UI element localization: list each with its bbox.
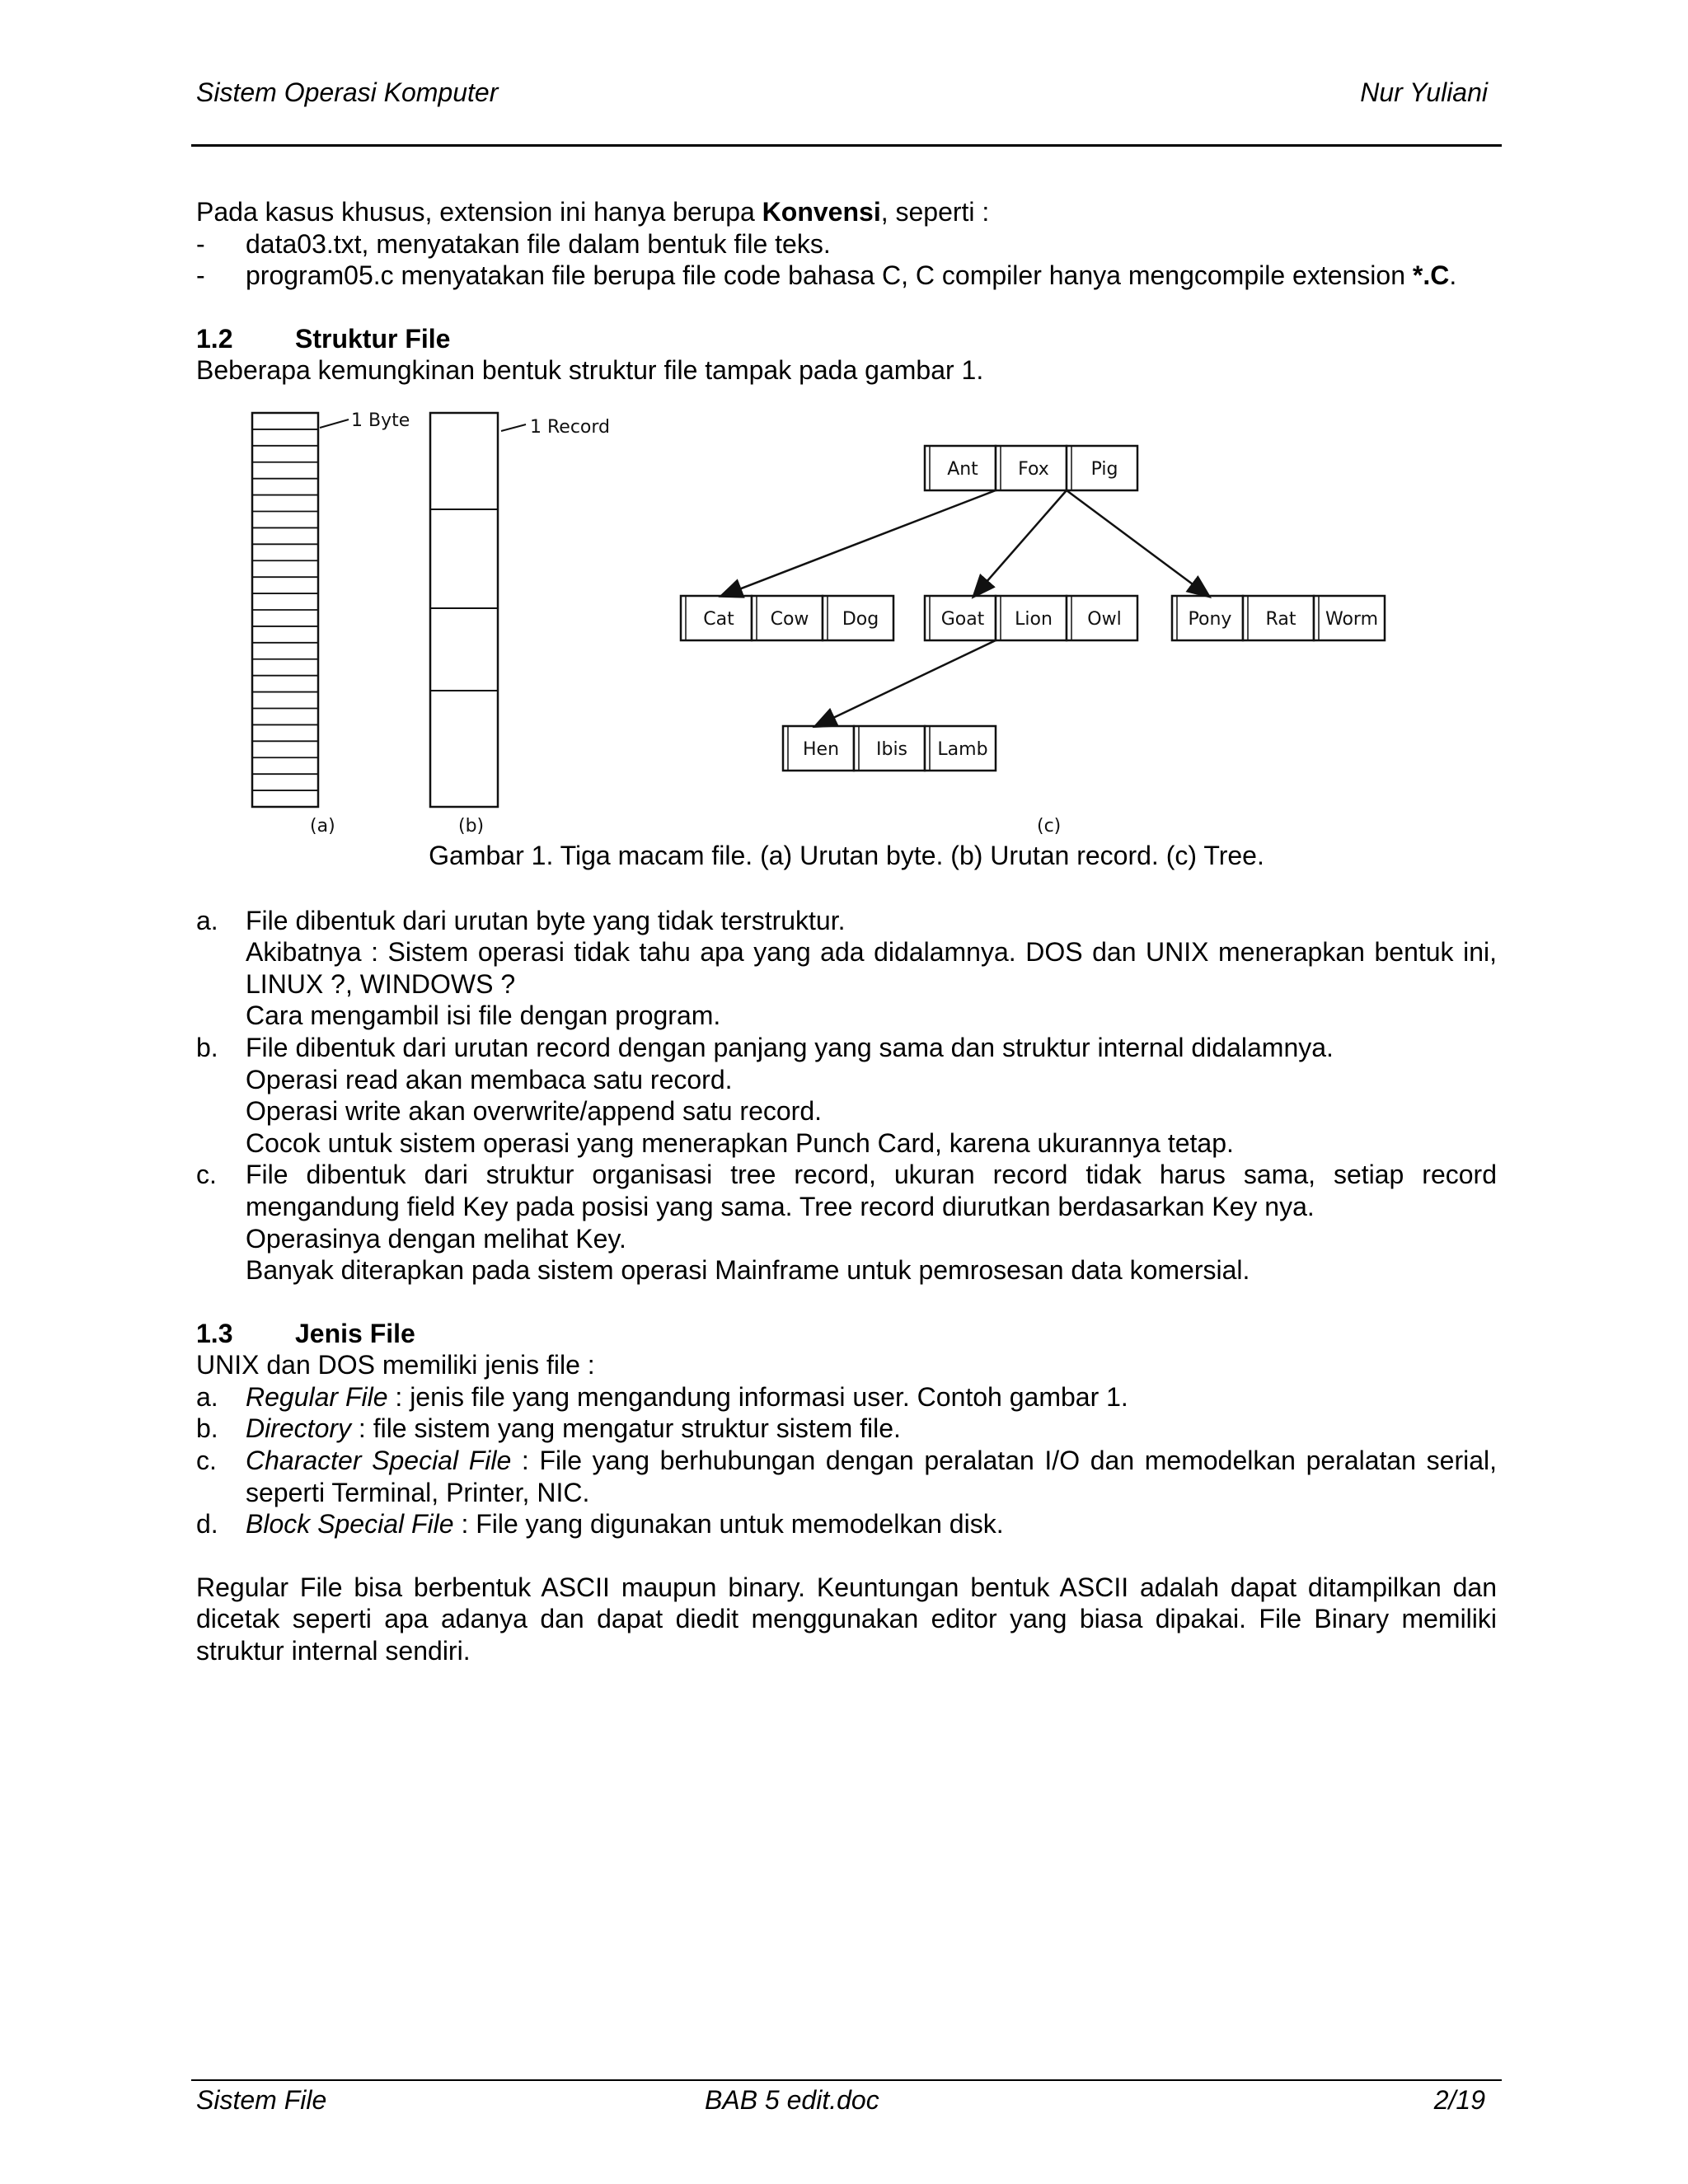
figure-caption: Gambar 1. Tiga macam file. (a) Urutan byte. (b) Urutan record. (c) Tree. xyxy=(429,840,1264,870)
list-item xyxy=(196,1413,1497,1445)
tree-leaf-node xyxy=(783,726,996,771)
section-intro: UNIX dan DOS memiliki jenis file : xyxy=(196,1350,595,1380)
term-italic: Regular File xyxy=(246,1381,388,1412)
section-title: Struktur File xyxy=(295,323,451,354)
tree-pointer-arrow xyxy=(974,490,1067,596)
list-marker: d. xyxy=(196,1509,218,1540)
record-pointer xyxy=(501,424,526,431)
figure-1 xyxy=(196,387,1497,840)
list-item xyxy=(196,1445,1497,1508)
list-line: Akibatnya : Sistem operasi tidak tahu apa yang ada didalamnya. DOS dan UNIX menerapkan bentuk ini, LINUX ?, WINDOWS ? xyxy=(246,937,1497,999)
footer-page-number: 2/19 xyxy=(1433,2085,1485,2115)
tree-key-label: Goat xyxy=(940,608,985,630)
byte-sequence xyxy=(252,413,318,807)
term-italic: Directory xyxy=(246,1413,352,1444)
extension-bold: *.C xyxy=(1412,260,1450,291)
list-line: File dibentuk dari urutan record dengan panjang yang sama dan struktur internal didalamnya. xyxy=(246,1032,1334,1062)
list-line: Operasi write akan overwrite/append satu record. xyxy=(246,1096,823,1127)
tree-child-node xyxy=(681,596,893,640)
list-item-b xyxy=(196,1032,1497,1159)
tree-key-label: Lion xyxy=(1015,608,1053,630)
tree-structure xyxy=(681,446,1385,771)
tree-key-label: Lamb xyxy=(937,738,988,760)
intro-text: Pada kasus khusus, extension ini hanya berupa xyxy=(196,197,762,227)
list-item-a xyxy=(196,905,1497,1032)
list-item-c xyxy=(196,1159,1497,1286)
list-marker: b. xyxy=(196,1413,218,1444)
tree-key-label: Pony xyxy=(1188,608,1232,630)
page-content xyxy=(196,196,1497,1667)
tree-key-label: Ant xyxy=(947,458,978,480)
list-marker: c. xyxy=(196,1446,217,1476)
list-text-main: program05.c menyatakan file berupa file code bahasa C, C compiler hanya mengcompile extension xyxy=(246,260,1405,291)
list-marker: - xyxy=(196,228,205,259)
record-column xyxy=(430,413,498,807)
tree-pointer-arrow xyxy=(722,490,996,596)
tree-key-label: Dog xyxy=(842,608,879,630)
list-text xyxy=(246,260,1497,292)
tree-key-label: Hen xyxy=(802,738,840,760)
list-line: File dibentuk dari urutan byte yang tidak terstruktur. xyxy=(246,905,846,935)
tree-key-label: Cat xyxy=(703,608,734,630)
header-author: Nur Yuliani xyxy=(1360,77,1488,107)
tree-child-node xyxy=(1172,596,1385,640)
intro-bold: Konvensi xyxy=(762,197,881,227)
file-structure-diagram xyxy=(246,406,1400,835)
list-item xyxy=(196,1381,1497,1413)
label-b: (b) xyxy=(458,815,485,835)
list-line: Banyak diterapkan pada sistem operasi Mainframe untuk pemrosesan data komersial. xyxy=(246,1255,1250,1286)
tree-key-label: Worm xyxy=(1325,608,1379,630)
label-a: (a) xyxy=(310,815,335,835)
term-italic: Character Special File xyxy=(246,1446,512,1476)
term-desc: : jenis file yang mengandung informasi user. Contoh gambar 1. xyxy=(387,1381,1128,1412)
label-1-byte: 1 Byte xyxy=(351,410,410,431)
list-text-period: . xyxy=(1449,260,1457,291)
list-body xyxy=(246,1159,1497,1286)
term-italic: Block Special File xyxy=(246,1509,454,1540)
list-line: Operasinya dengan melihat Key. xyxy=(246,1223,626,1254)
tree-key-label: Owl xyxy=(1087,608,1122,630)
tree-key-label: Cow xyxy=(770,608,809,630)
section-title: Jenis File xyxy=(295,1318,415,1348)
list-item xyxy=(196,260,1497,292)
list-line: File dibentuk dari struktur organisasi tree record, ukuran record tidak harus sama, setiap record mengandung field Key pada posisi yang sama. Tree record diurutkan berdasarkan Key nya. xyxy=(246,1160,1497,1221)
header-title: Sistem Operasi Komputer xyxy=(196,77,499,107)
tree-key-label: Ibis xyxy=(875,738,908,760)
tree-key-label: Pig xyxy=(1090,458,1118,480)
list-text: data03.txt, menyatakan file dalam bentuk file teks. xyxy=(246,228,831,259)
section-heading-1-3 xyxy=(196,1318,1497,1350)
list-marker: b. xyxy=(196,1032,218,1062)
list-marker: a. xyxy=(196,905,218,935)
header-rule xyxy=(191,144,1502,147)
byte-pointer xyxy=(320,419,349,428)
section-number: 1.2 xyxy=(196,323,233,354)
list-line: Operasi read akan membaca satu record. xyxy=(246,1064,733,1094)
footer-rule xyxy=(191,2079,1502,2081)
tree-child-node xyxy=(925,596,1137,640)
term-desc: : File yang berhubungan dengan peralatan I/O dan memodelkan peralatan serial, seperti Terminal, Printer, NIC. xyxy=(246,1446,1498,1507)
term-desc: : File yang digunakan untuk memodelkan disk. xyxy=(453,1509,1004,1540)
footer-chapter: Sistem File xyxy=(196,2085,327,2115)
tree-key-label: Fox xyxy=(1018,458,1049,480)
tree-pointer-arrow xyxy=(1067,490,1208,596)
list-item xyxy=(196,1508,1497,1540)
term-desc: : file sistem yang mengatur struktur sistem file. xyxy=(351,1413,901,1444)
footer-filename: BAB 5 edit.doc xyxy=(705,2085,879,2115)
section-number: 1.3 xyxy=(196,1318,233,1348)
intro-paragraph xyxy=(196,196,1497,228)
record-sequence xyxy=(430,413,498,807)
list-marker: a. xyxy=(196,1381,218,1412)
section-intro: Beberapa kemungkinan bentuk struktur file tampak pada gambar 1. xyxy=(196,355,984,386)
tree-key-label: Rat xyxy=(1265,608,1296,630)
tree-pointer-arrow xyxy=(816,640,996,726)
label-c: (c) xyxy=(1037,815,1062,835)
section-heading-1-2 xyxy=(196,323,1497,355)
list-line: Cara mengambil isi file dengan program. xyxy=(246,1001,721,1031)
list-body xyxy=(246,905,1497,1032)
tree-root-node xyxy=(925,446,1137,490)
list-body xyxy=(246,1032,1497,1159)
list-marker: c. xyxy=(196,1160,217,1190)
list-item xyxy=(196,228,1497,260)
list-text xyxy=(246,1413,1497,1445)
list-marker: - xyxy=(196,260,205,291)
list-line: Cocok untuk sistem operasi yang menerapkan Punch Card, karena ukurannya tetap. xyxy=(246,1127,1234,1158)
list-text xyxy=(246,1445,1497,1508)
list-text xyxy=(246,1508,1497,1540)
list-text xyxy=(246,1381,1497,1413)
closing-paragraph: Regular File bisa berbentuk ASCII maupun binary. Keuntungan bentuk ASCII adalah dapat ditampilkan dan dicetak seperti apa adanya dan dapat diedit menggunakan editor yang biasa dipakai. File Binary memiliki struktur internal sendiri. xyxy=(196,1572,1497,1666)
label-1-record: 1 Record xyxy=(530,416,611,438)
intro-text-end: , seperti : xyxy=(880,197,990,227)
